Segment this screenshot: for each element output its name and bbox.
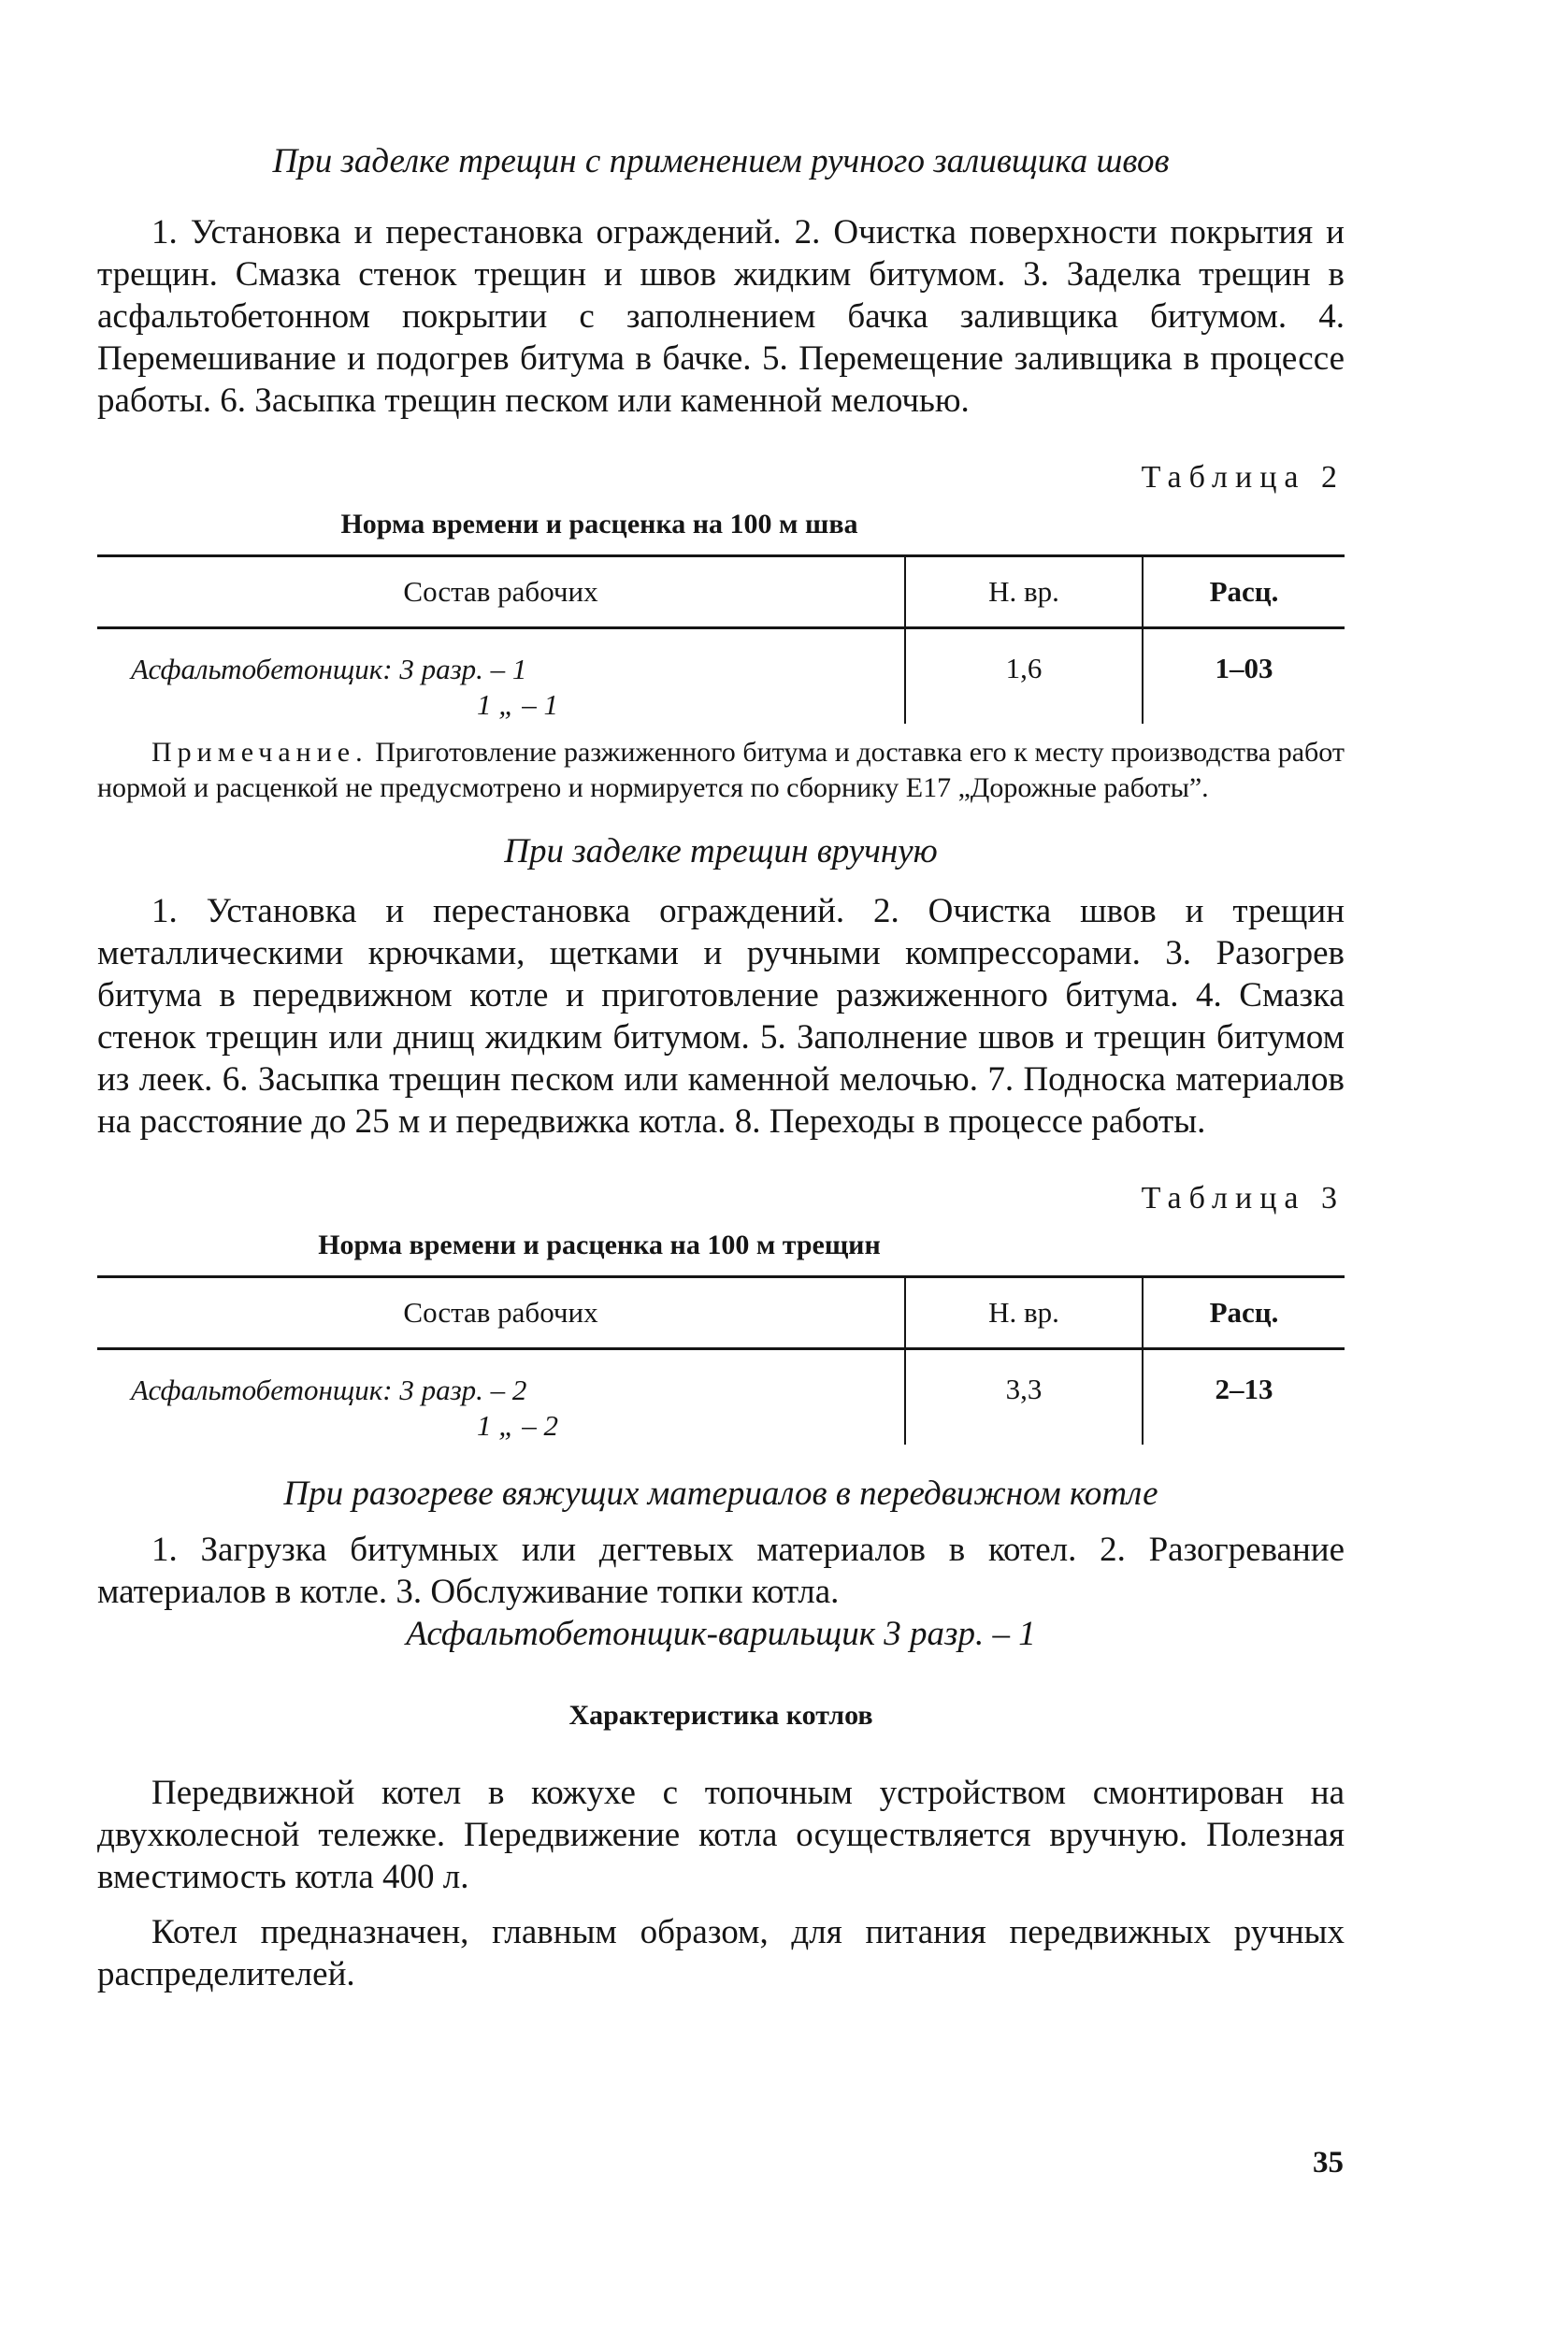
table-row [97,1349,1345,1446]
table3-worker-line1: Асфальтобетонщик: 3 разр. – 2 [131,1374,527,1406]
section4-para1: Передвижной котел в кожухе с топочным устройством смонтирован на двухколесной тележке. Передвижение котла осуществляется вручную. Полезная вместимость котла 400 л. [97,1774,1345,1896]
table2-norm-cell: 1,6 [905,628,1143,725]
section1-text: 1. Установка и перестановка ограждений. 2. Очистка поверхности покрытия и трещин. Смазка стенок трещин и швов жидким битумом. 3. Заделка трещин в асфальтобетонном покрытии с заполнением бачка заливщика битумом. 4. Перемешивание и подогрев битума в бачке. 5. Перемещение заливщика в процессе работы. 6. Засыпка трещин песком или каменной мелочью. [97,213,1345,420]
table3-header-rate: Расц. [1143,1277,1345,1349]
section2-text: 1. Установка и перестановка ограждений. 2. Очистка швов и трещин металлическими крючками, щетками и ручными компрессорами. 3. Разогрев битума в передвижном котле и приготовление разжиженного битума. 4. Смазка стенок трещин или днищ жидким битумом. 5. Заполнение швов и трещин битумом из леек. 6. Засыпка трещин песком или каменной мелочью. 7. Подноска материалов на расстояние до 25 м и передвижка котла. 8. Переходы в процессе работы. [97,892,1345,1141]
section2-heading: При заделке трещин вручную [504,832,938,870]
table2-title: Норма времени и расценка на 100 м шва [340,509,858,539]
table3 [97,1275,1345,1445]
table3-title: Норма времени и расценка на 100 м трещин [318,1230,881,1260]
table2-worker-line2: 1 „ – 1 [477,688,558,721]
page-number: 35 [1313,2146,1344,2180]
table3-header-workers: Состав рабочих [97,1277,905,1349]
section3-heading: При разогреве вяжущих материалов в передвижном котле [283,1475,1158,1513]
table2 [97,554,1345,724]
table3-worker-line2: 1 „ – 2 [477,1409,558,1442]
section1-heading: При заделке трещин с применением ручного заливщика швов [272,142,1170,180]
table3-rate-cell: 2–13 [1143,1349,1345,1446]
note-text: Приготовление разжиженного битума и доставка его к месту производства работ нормой и расценкой не предусмотрено и нормируется по сборнику Е17 „Дорожные работы”. [97,737,1345,803]
table2-header-rate: Расц. [1143,556,1345,628]
note [97,735,1345,806]
section4-heading: Характеристика котлов [568,1700,873,1731]
table2-label: Таблица 2 [1141,460,1345,495]
page-content [97,140,1345,1995]
section3-worker: Асфальтобетонщик-варильщик 3 разр. – 1 [406,1615,1036,1653]
table2-header-norm: Н. вр. [905,556,1143,628]
table2-worker-line1: Асфальтобетонщик: 3 разр. – 1 [131,653,527,685]
table2-header-workers: Состав рабочих [97,556,905,628]
table3-workers-cell [97,1349,905,1446]
note-label: Примечание. [151,737,368,768]
table3-norm-cell: 3,3 [905,1349,1143,1446]
table2-rate-cell: 1–03 [1143,628,1345,725]
table2-workers-cell [97,628,905,725]
table-row [97,628,1345,725]
table3-label: Таблица 3 [1141,1181,1345,1216]
section4-para2: Котел предназначен, главным образом, для питания передвижных ручных распределителей. [97,1913,1345,1993]
section3-text: 1. Загрузка битумных или дегтевых материалов в котел. 2. Разогревание материалов в котле. 3. Обслуживание топки котла. [97,1531,1345,1611]
table3-header-norm: Н. вр. [905,1277,1143,1349]
